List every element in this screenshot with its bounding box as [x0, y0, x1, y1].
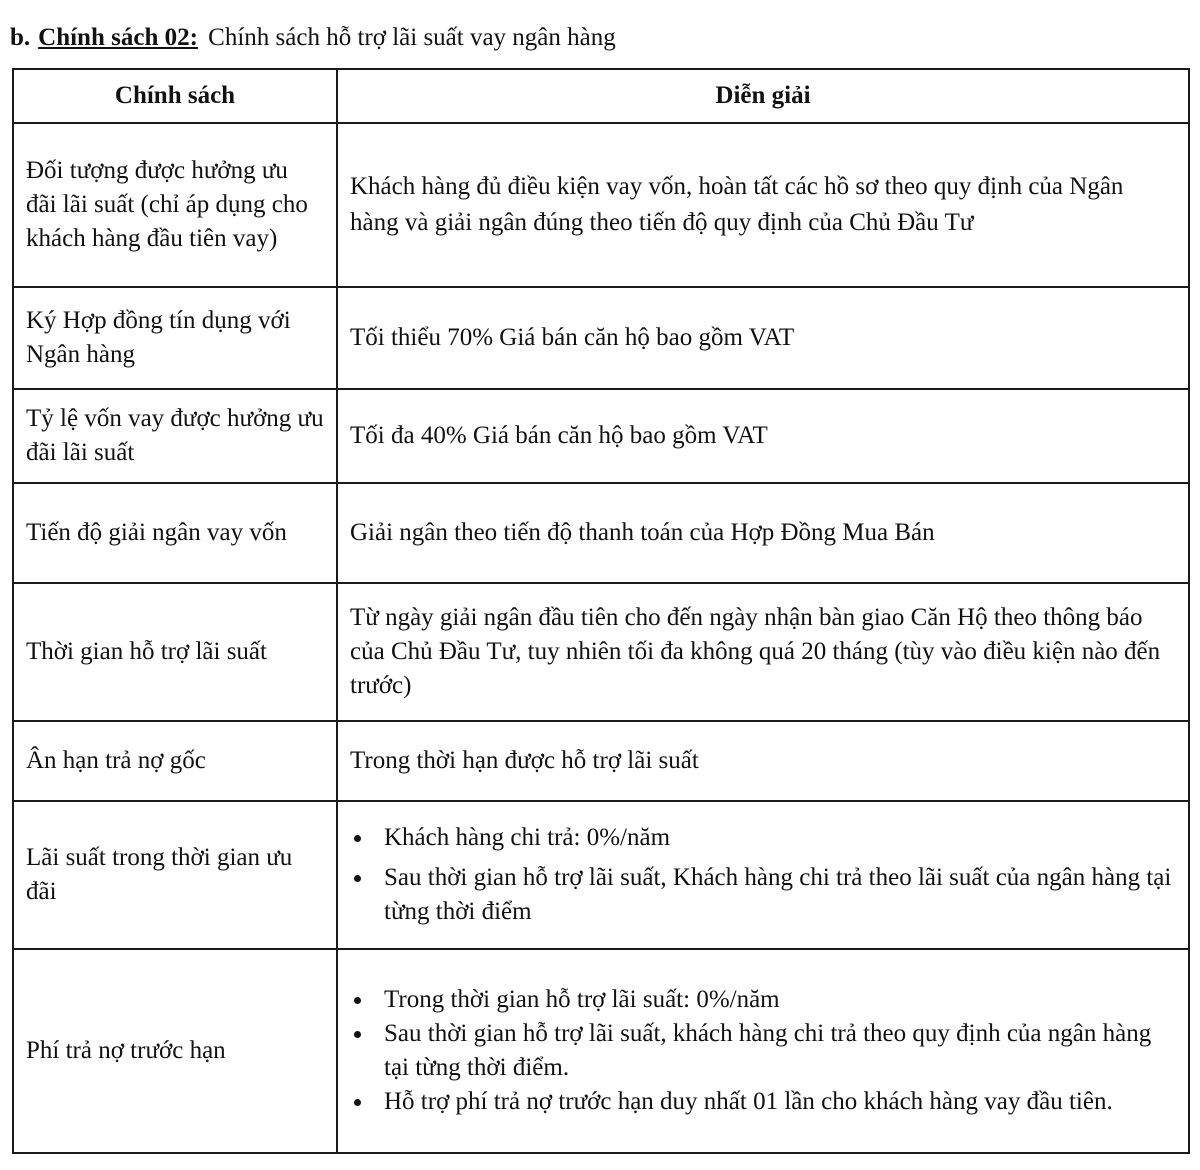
bullet-list: [350, 821, 1176, 929]
description-cell: [337, 801, 1189, 949]
table-row: [13, 287, 1189, 389]
header-policy: Chính sách: [13, 69, 337, 123]
section-heading: [10, 22, 616, 54]
description-cell: Tối thiểu 70% Giá bán căn hộ bao gồm VAT: [337, 287, 1189, 389]
bullet-item: Trong thời gian hỗ trợ lãi suất: 0%/năm: [374, 983, 1176, 1017]
policy-cell: Tỷ lệ vốn vay được hưởng ưu đãi lãi suất: [13, 389, 337, 483]
description-cell: [337, 949, 1189, 1153]
table-header-row: [13, 69, 1189, 123]
policy-cell: Phí trả nợ trước hạn: [13, 949, 337, 1153]
bullet-item: Khách hàng chi trả: 0%/năm: [374, 821, 1176, 855]
description-cell: Khách hàng đủ điều kiện vay vốn, hoàn tất các hồ sơ theo quy định của Ngân hàng và giải ngân đúng theo tiến độ quy định của Chủ Đầu Tư: [337, 123, 1189, 287]
table-row: [13, 389, 1189, 483]
policy-table: [12, 68, 1190, 1154]
policy-cell: Tiến độ giải ngân vay vốn: [13, 483, 337, 583]
policy-cell: Thời gian hỗ trợ lãi suất: [13, 583, 337, 721]
table-row: [13, 583, 1189, 721]
header-description: Diễn giải: [337, 69, 1189, 123]
description-cell: Tối đa 40% Giá bán căn hộ bao gồm VAT: [337, 389, 1189, 483]
policy-cell: Lãi suất trong thời gian ưu đãi: [13, 801, 337, 949]
section-title: Chính sách hỗ trợ lãi suất vay ngân hàng: [208, 24, 616, 51]
table-row: [13, 721, 1189, 801]
section-label: Chính sách 02:: [38, 24, 198, 51]
table-row: [13, 123, 1189, 287]
bullet-list: [350, 983, 1176, 1119]
policy-cell: Ký Hợp đồng tín dụng với Ngân hàng: [13, 287, 337, 389]
table-row: [13, 483, 1189, 583]
bullet-item: Hỗ trợ phí trả nợ trước hạn duy nhất 01 lần cho khách hàng vay đầu tiên.: [374, 1085, 1176, 1119]
description-cell: Từ ngày giải ngân đầu tiên cho đến ngày nhận bàn giao Căn Hộ theo thông báo của Chủ Đầu Tư, tuy nhiên tối đa không quá 20 tháng (tùy vào điều kiện nào đến trước): [337, 583, 1189, 721]
policy-cell: Đối tượng được hưởng ưu đãi lãi suất (chỉ áp dụng cho khách hàng đầu tiên vay): [13, 123, 337, 287]
description-cell: Trong thời hạn được hỗ trợ lãi suất: [337, 721, 1189, 801]
bullet-item: Sau thời gian hỗ trợ lãi suất, Khách hàng chi trả theo lãi suất của ngân hàng tại từng thời điểm: [374, 861, 1176, 929]
policy-cell: Ân hạn trả nợ gốc: [13, 721, 337, 801]
table-row: [13, 801, 1189, 949]
bullet-item: Sau thời gian hỗ trợ lãi suất, khách hàng chi trả theo quy định của ngân hàng tại từng thời điểm.: [374, 1017, 1176, 1085]
section-prefix: b.: [10, 24, 31, 51]
description-cell: Giải ngân theo tiến độ thanh toán của Hợp Đồng Mua Bán: [337, 483, 1189, 583]
table-row: [13, 949, 1189, 1153]
